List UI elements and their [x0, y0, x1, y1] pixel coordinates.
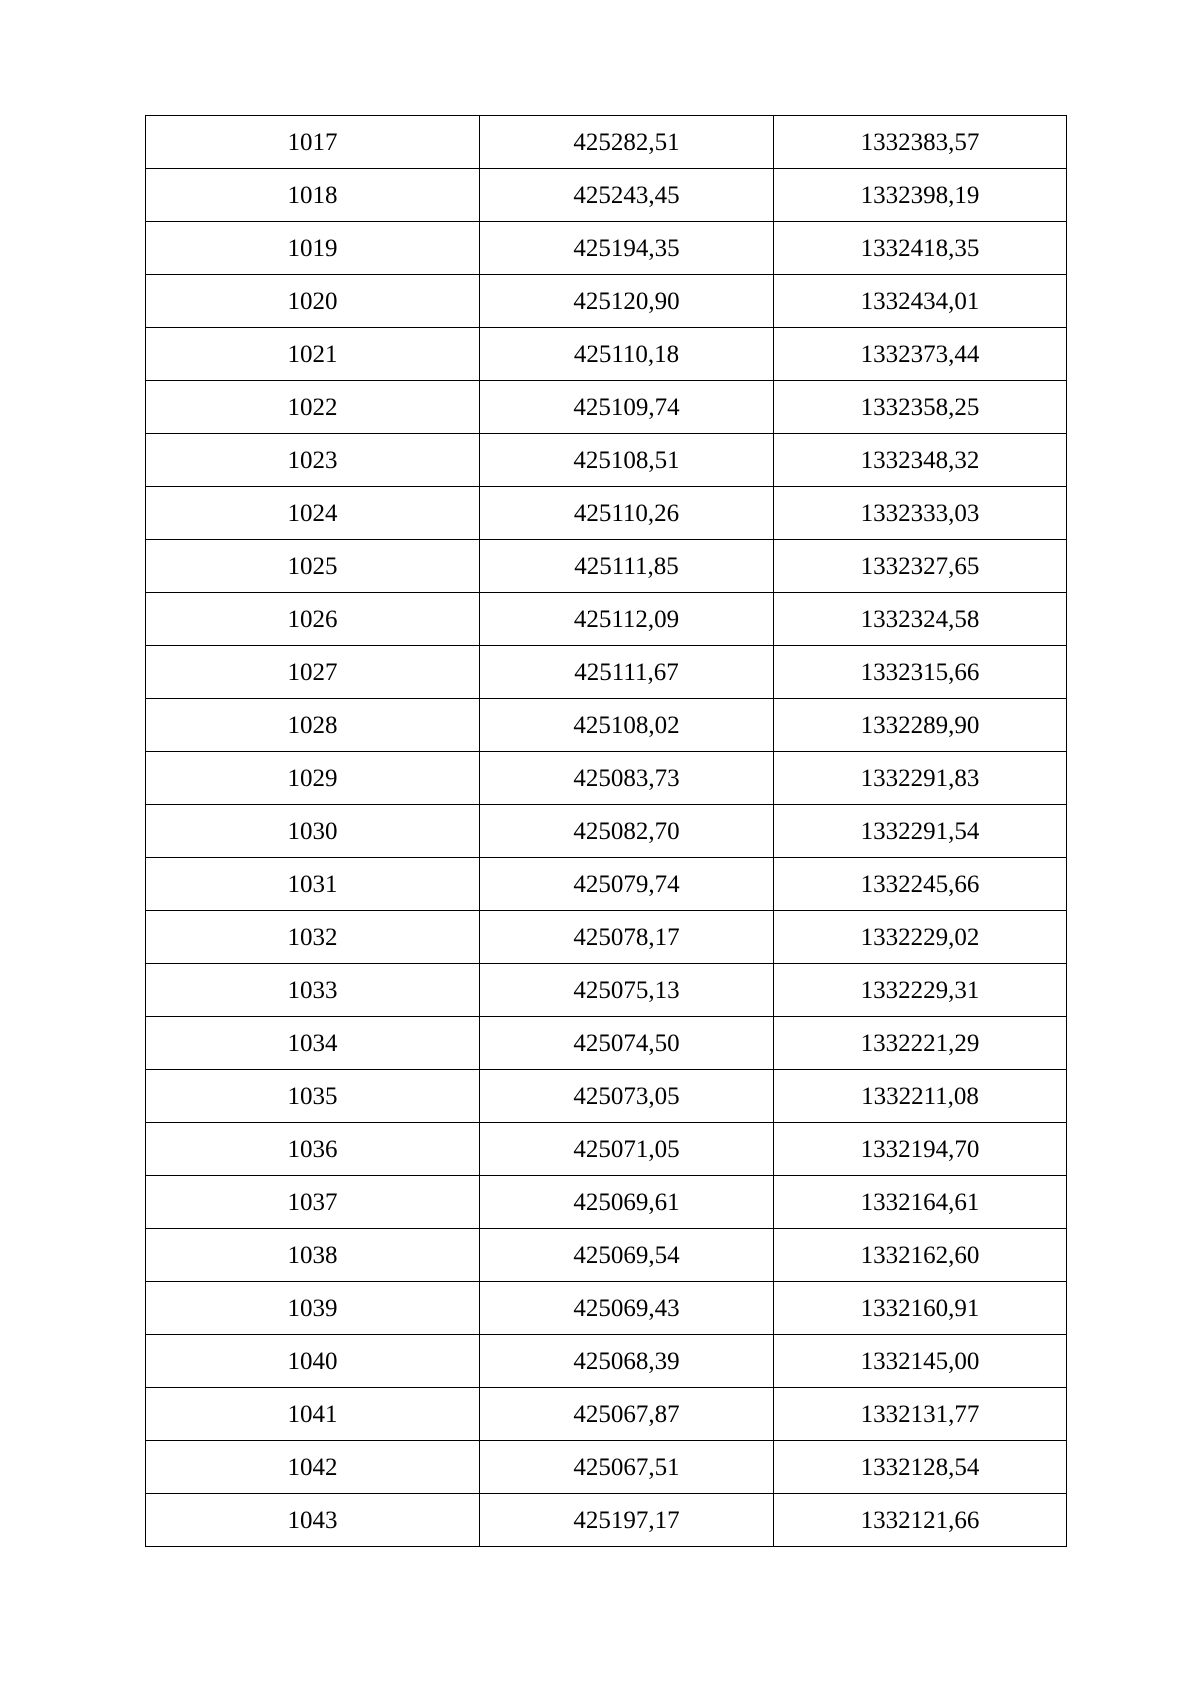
table-row: [146, 805, 1067, 858]
y-coordinate-cell: 1332348,32: [774, 434, 1067, 487]
point-number-cell: 1021: [146, 328, 480, 381]
x-coordinate-cell: 425069,61: [480, 1176, 774, 1229]
y-coordinate-cell: 1332291,83: [774, 752, 1067, 805]
point-number-cell: 1020: [146, 275, 480, 328]
table-row: [146, 540, 1067, 593]
x-coordinate-cell: 425108,51: [480, 434, 774, 487]
x-coordinate-cell: 425079,74: [480, 858, 774, 911]
point-number-cell: 1023: [146, 434, 480, 487]
y-coordinate-cell: 1332291,54: [774, 805, 1067, 858]
y-coordinate-cell: 1332324,58: [774, 593, 1067, 646]
table-row: [146, 222, 1067, 275]
y-coordinate-cell: 1332131,77: [774, 1388, 1067, 1441]
y-coordinate-cell: 1332418,35: [774, 222, 1067, 275]
x-coordinate-cell: 425120,90: [480, 275, 774, 328]
y-coordinate-cell: 1332145,00: [774, 1335, 1067, 1388]
y-coordinate-cell: 1332398,19: [774, 169, 1067, 222]
x-coordinate-cell: 425068,39: [480, 1335, 774, 1388]
point-number-cell: 1031: [146, 858, 480, 911]
y-coordinate-cell: 1332121,66: [774, 1494, 1067, 1547]
x-coordinate-cell: 425067,51: [480, 1441, 774, 1494]
table-row: [146, 1282, 1067, 1335]
table-row: [146, 964, 1067, 1017]
point-number-cell: 1033: [146, 964, 480, 1017]
table-row: [146, 1441, 1067, 1494]
x-coordinate-cell: 425069,43: [480, 1282, 774, 1335]
table-row: [146, 1017, 1067, 1070]
y-coordinate-cell: 1332383,57: [774, 116, 1067, 169]
point-number-cell: 1027: [146, 646, 480, 699]
point-number-cell: 1037: [146, 1176, 480, 1229]
x-coordinate-cell: 425067,87: [480, 1388, 774, 1441]
point-number-cell: 1025: [146, 540, 480, 593]
table-row: [146, 1176, 1067, 1229]
point-number-cell: 1043: [146, 1494, 480, 1547]
x-coordinate-cell: 425083,73: [480, 752, 774, 805]
point-number-cell: 1019: [146, 222, 480, 275]
point-number-cell: 1036: [146, 1123, 480, 1176]
table-row: [146, 858, 1067, 911]
point-number-cell: 1017: [146, 116, 480, 169]
x-coordinate-cell: 425082,70: [480, 805, 774, 858]
table-row: [146, 646, 1067, 699]
table-row: [146, 1335, 1067, 1388]
point-number-cell: 1040: [146, 1335, 480, 1388]
table-row: [146, 593, 1067, 646]
x-coordinate-cell: 425069,54: [480, 1229, 774, 1282]
y-coordinate-cell: 1332162,60: [774, 1229, 1067, 1282]
y-coordinate-cell: 1332327,65: [774, 540, 1067, 593]
point-number-cell: 1026: [146, 593, 480, 646]
x-coordinate-cell: 425108,02: [480, 699, 774, 752]
x-coordinate-cell: 425109,74: [480, 381, 774, 434]
point-number-cell: 1028: [146, 699, 480, 752]
point-number-cell: 1041: [146, 1388, 480, 1441]
coordinates-table: [145, 115, 1067, 1547]
x-coordinate-cell: 425075,13: [480, 964, 774, 1017]
y-coordinate-cell: 1332160,91: [774, 1282, 1067, 1335]
y-coordinate-cell: 1332289,90: [774, 699, 1067, 752]
point-number-cell: 1018: [146, 169, 480, 222]
x-coordinate-cell: 425243,45: [480, 169, 774, 222]
table-row: [146, 434, 1067, 487]
y-coordinate-cell: 1332229,31: [774, 964, 1067, 1017]
y-coordinate-cell: 1332221,29: [774, 1017, 1067, 1070]
x-coordinate-cell: 425197,17: [480, 1494, 774, 1547]
x-coordinate-cell: 425111,85: [480, 540, 774, 593]
y-coordinate-cell: 1332211,08: [774, 1070, 1067, 1123]
table-row: [146, 1070, 1067, 1123]
x-coordinate-cell: 425194,35: [480, 222, 774, 275]
y-coordinate-cell: 1332229,02: [774, 911, 1067, 964]
x-coordinate-cell: 425111,67: [480, 646, 774, 699]
x-coordinate-cell: 425282,51: [480, 116, 774, 169]
x-coordinate-cell: 425074,50: [480, 1017, 774, 1070]
x-coordinate-cell: 425078,17: [480, 911, 774, 964]
table-row: [146, 169, 1067, 222]
y-coordinate-cell: 1332333,03: [774, 487, 1067, 540]
point-number-cell: 1024: [146, 487, 480, 540]
table-row: [146, 116, 1067, 169]
point-number-cell: 1034: [146, 1017, 480, 1070]
table-row: [146, 699, 1067, 752]
y-coordinate-cell: 1332373,44: [774, 328, 1067, 381]
y-coordinate-cell: 1332194,70: [774, 1123, 1067, 1176]
table-row: [146, 1123, 1067, 1176]
x-coordinate-cell: 425073,05: [480, 1070, 774, 1123]
y-coordinate-cell: 1332315,66: [774, 646, 1067, 699]
point-number-cell: 1039: [146, 1282, 480, 1335]
table-row: [146, 1494, 1067, 1547]
point-number-cell: 1029: [146, 752, 480, 805]
y-coordinate-cell: 1332434,01: [774, 275, 1067, 328]
point-number-cell: 1035: [146, 1070, 480, 1123]
x-coordinate-cell: 425112,09: [480, 593, 774, 646]
point-number-cell: 1030: [146, 805, 480, 858]
x-coordinate-cell: 425071,05: [480, 1123, 774, 1176]
x-coordinate-cell: 425110,18: [480, 328, 774, 381]
table-row: [146, 1229, 1067, 1282]
point-number-cell: 1038: [146, 1229, 480, 1282]
x-coordinate-cell: 425110,26: [480, 487, 774, 540]
table-row: [146, 911, 1067, 964]
y-coordinate-cell: 1332128,54: [774, 1441, 1067, 1494]
y-coordinate-cell: 1332358,25: [774, 381, 1067, 434]
table-row: [146, 487, 1067, 540]
y-coordinate-cell: 1332164,61: [774, 1176, 1067, 1229]
table-row: [146, 328, 1067, 381]
y-coordinate-cell: 1332245,66: [774, 858, 1067, 911]
coordinates-table-body: [146, 116, 1067, 1547]
table-row: [146, 1388, 1067, 1441]
point-number-cell: 1022: [146, 381, 480, 434]
table-row: [146, 275, 1067, 328]
point-number-cell: 1032: [146, 911, 480, 964]
table-row: [146, 381, 1067, 434]
point-number-cell: 1042: [146, 1441, 480, 1494]
table-row: [146, 752, 1067, 805]
